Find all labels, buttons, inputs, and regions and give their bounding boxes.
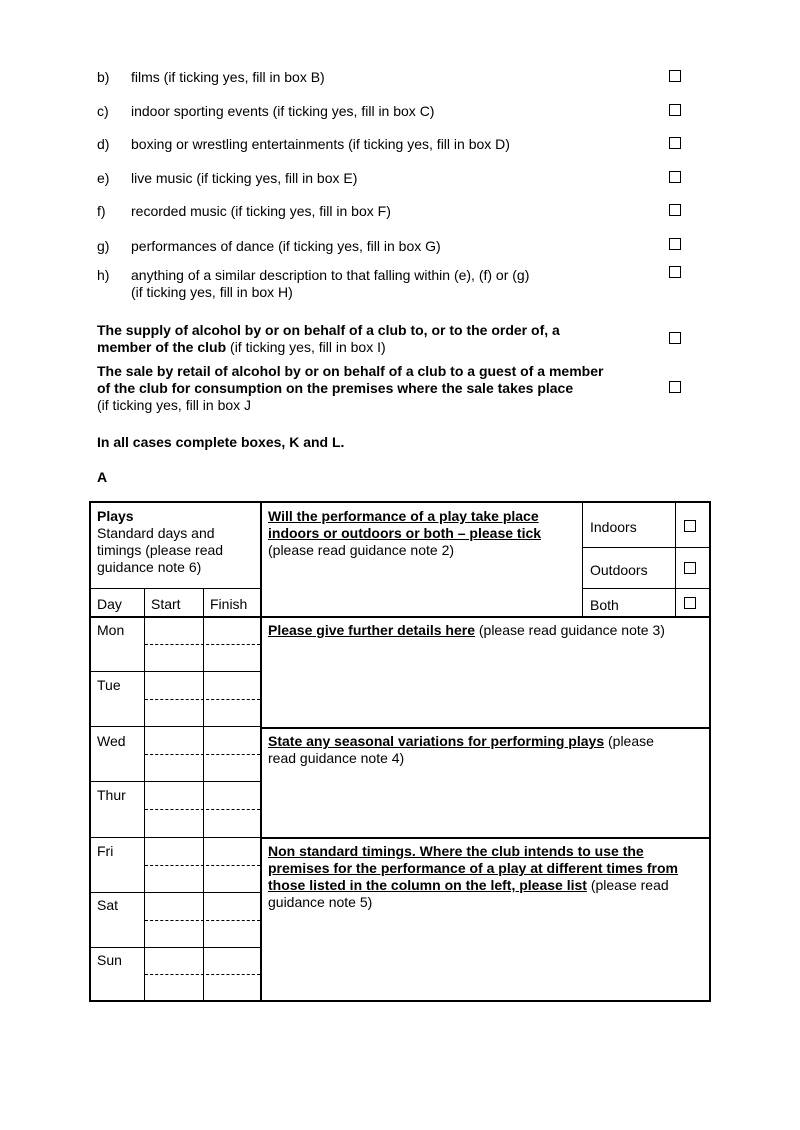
time-input-line[interactable] (145, 809, 260, 810)
non-standard-timings-field[interactable] (263, 915, 707, 999)
non-standard-note: (please read (586, 877, 669, 893)
alcohol-sale-note: (if ticking yes, fill in box J (97, 397, 252, 413)
alcohol-sale-line1: The sale by retail of alcohol by or on behalf of a club to a guest of a member (97, 363, 604, 379)
non-standard-line1: Non standard timings. Where the club intends to use the (268, 843, 644, 859)
col-finish-header: Finish (210, 596, 248, 612)
checkbox-alcohol-sale[interactable] (669, 381, 681, 393)
checkbox-live-music[interactable] (669, 171, 681, 183)
divider (91, 588, 260, 589)
further-details-prompt (268, 622, 708, 639)
plays-subtitle-line1: Standard days and (97, 525, 215, 541)
checkbox-similar[interactable] (669, 266, 681, 278)
item-letter: e) (97, 170, 110, 186)
time-input-line[interactable] (145, 644, 260, 645)
alcohol-supply-text (97, 322, 657, 356)
non-standard-note-line2: guidance note 5) (268, 894, 373, 910)
divider (91, 671, 260, 672)
further-details-note: (please read guidance note 3) (474, 622, 665, 638)
divider (91, 947, 260, 948)
item-letter: f) (97, 203, 106, 219)
non-standard-line2: premises for the performance of a play at different times from (268, 860, 678, 876)
divider (582, 588, 711, 589)
divider (582, 503, 583, 617)
item-letter: b) (97, 69, 110, 85)
time-input-line[interactable] (145, 974, 260, 975)
checkbox-outdoors[interactable] (684, 562, 696, 574)
col-start-header: Start (151, 596, 181, 612)
alcohol-sale-text (97, 363, 657, 414)
alcohol-supply-line1: The supply of alcohol by or on behalf of a club to, or to the order of, a (97, 322, 560, 338)
checkbox-boxing-wrestling[interactable] (669, 137, 681, 149)
question-line2: indoors or outdoors or both – please tick (268, 525, 542, 541)
divider (91, 726, 260, 727)
day-label: Sun (97, 952, 122, 968)
day-label: Tue (97, 677, 121, 693)
item-letter: d) (97, 136, 110, 152)
seasonal-variations-field[interactable] (263, 771, 707, 835)
divider (261, 727, 711, 729)
item-text: anything of a similar description to that falling within (e), (f) or (g) (131, 267, 530, 283)
divider (260, 503, 262, 1002)
checkbox-recorded-music[interactable] (669, 204, 681, 216)
option-indoors: Indoors (590, 519, 637, 535)
item-letter: c) (97, 103, 109, 119)
option-both: Both (590, 597, 619, 613)
divider (91, 781, 260, 782)
non-standard-timings-prompt (268, 843, 708, 911)
checkbox-dance[interactable] (669, 238, 681, 250)
day-label: Thur (97, 787, 126, 803)
time-input-line[interactable] (145, 699, 260, 700)
plays-header (97, 508, 257, 576)
item-text: live music (if ticking yes, fill in box E) (131, 170, 358, 186)
seasonal-variations-note-line2: read guidance note 4) (268, 750, 405, 766)
seasonal-variations-note: (please (604, 733, 654, 749)
day-label: Sat (97, 897, 119, 913)
seasonal-variations-label: State any seasonal variations for performing plays (268, 733, 605, 749)
checkbox-indoor-sporting[interactable] (669, 104, 681, 116)
time-input-line[interactable] (145, 754, 260, 755)
further-details-label: Please give further details here (268, 622, 475, 638)
day-label: Fri (97, 843, 114, 859)
alcohol-supply-note: (if ticking yes, fill in box I) (226, 339, 386, 355)
divider (582, 547, 711, 548)
plays-title: Plays (97, 508, 134, 524)
plays-subtitle-line2: timings (please read (97, 542, 224, 558)
alcohol-sale-line2: of the club for consumption on the premises where the sale takes place (97, 380, 574, 396)
seasonal-variations-prompt (268, 733, 708, 767)
day-label: Wed (97, 733, 126, 749)
box-label: A (97, 469, 108, 485)
question-note: (please read guidance note 2) (268, 542, 455, 558)
non-standard-line3: those listed in the column on the left, please list (268, 877, 587, 893)
plays-subtitle-line3: guidance note 6) (97, 559, 202, 575)
item-letter: h) (97, 267, 110, 283)
item-text: performances of dance (if ticking yes, fill in box G) (131, 238, 441, 254)
item-text: indoor sporting events (if ticking yes, fill in box C) (131, 103, 435, 119)
day-label: Mon (97, 622, 125, 638)
checkbox-alcohol-supply[interactable] (669, 332, 681, 344)
checkbox-indoors[interactable] (684, 520, 696, 532)
divider (675, 503, 676, 617)
plays-table (89, 501, 711, 1002)
indoors-outdoors-question (268, 508, 578, 559)
option-outdoors: Outdoors (590, 562, 648, 578)
question-line1: Will the performance of a play take place (268, 508, 539, 524)
all-cases-note: In all cases complete boxes, K and L. (97, 434, 345, 450)
col-day-header: Day (97, 596, 122, 612)
item-text: films (if ticking yes, fill in box B) (131, 69, 325, 85)
divider (144, 589, 145, 1002)
divider (91, 892, 260, 893)
divider (203, 589, 204, 1002)
item-text-line2: (if ticking yes, fill in box H) (131, 284, 293, 300)
alcohol-supply-line2: member of the club (97, 339, 227, 355)
divider (261, 837, 711, 839)
further-details-field[interactable] (263, 641, 707, 725)
checkbox-films[interactable] (669, 70, 681, 82)
divider (91, 616, 711, 618)
checkbox-both[interactable] (684, 597, 696, 609)
time-input-line[interactable] (145, 865, 260, 866)
item-text: boxing or wrestling entertainments (if ticking yes, fill in box D) (131, 136, 510, 152)
item-text: recorded music (if ticking yes, fill in box F) (131, 203, 391, 219)
item-letter: g) (97, 238, 110, 254)
divider (91, 837, 260, 838)
time-input-line[interactable] (145, 920, 260, 921)
